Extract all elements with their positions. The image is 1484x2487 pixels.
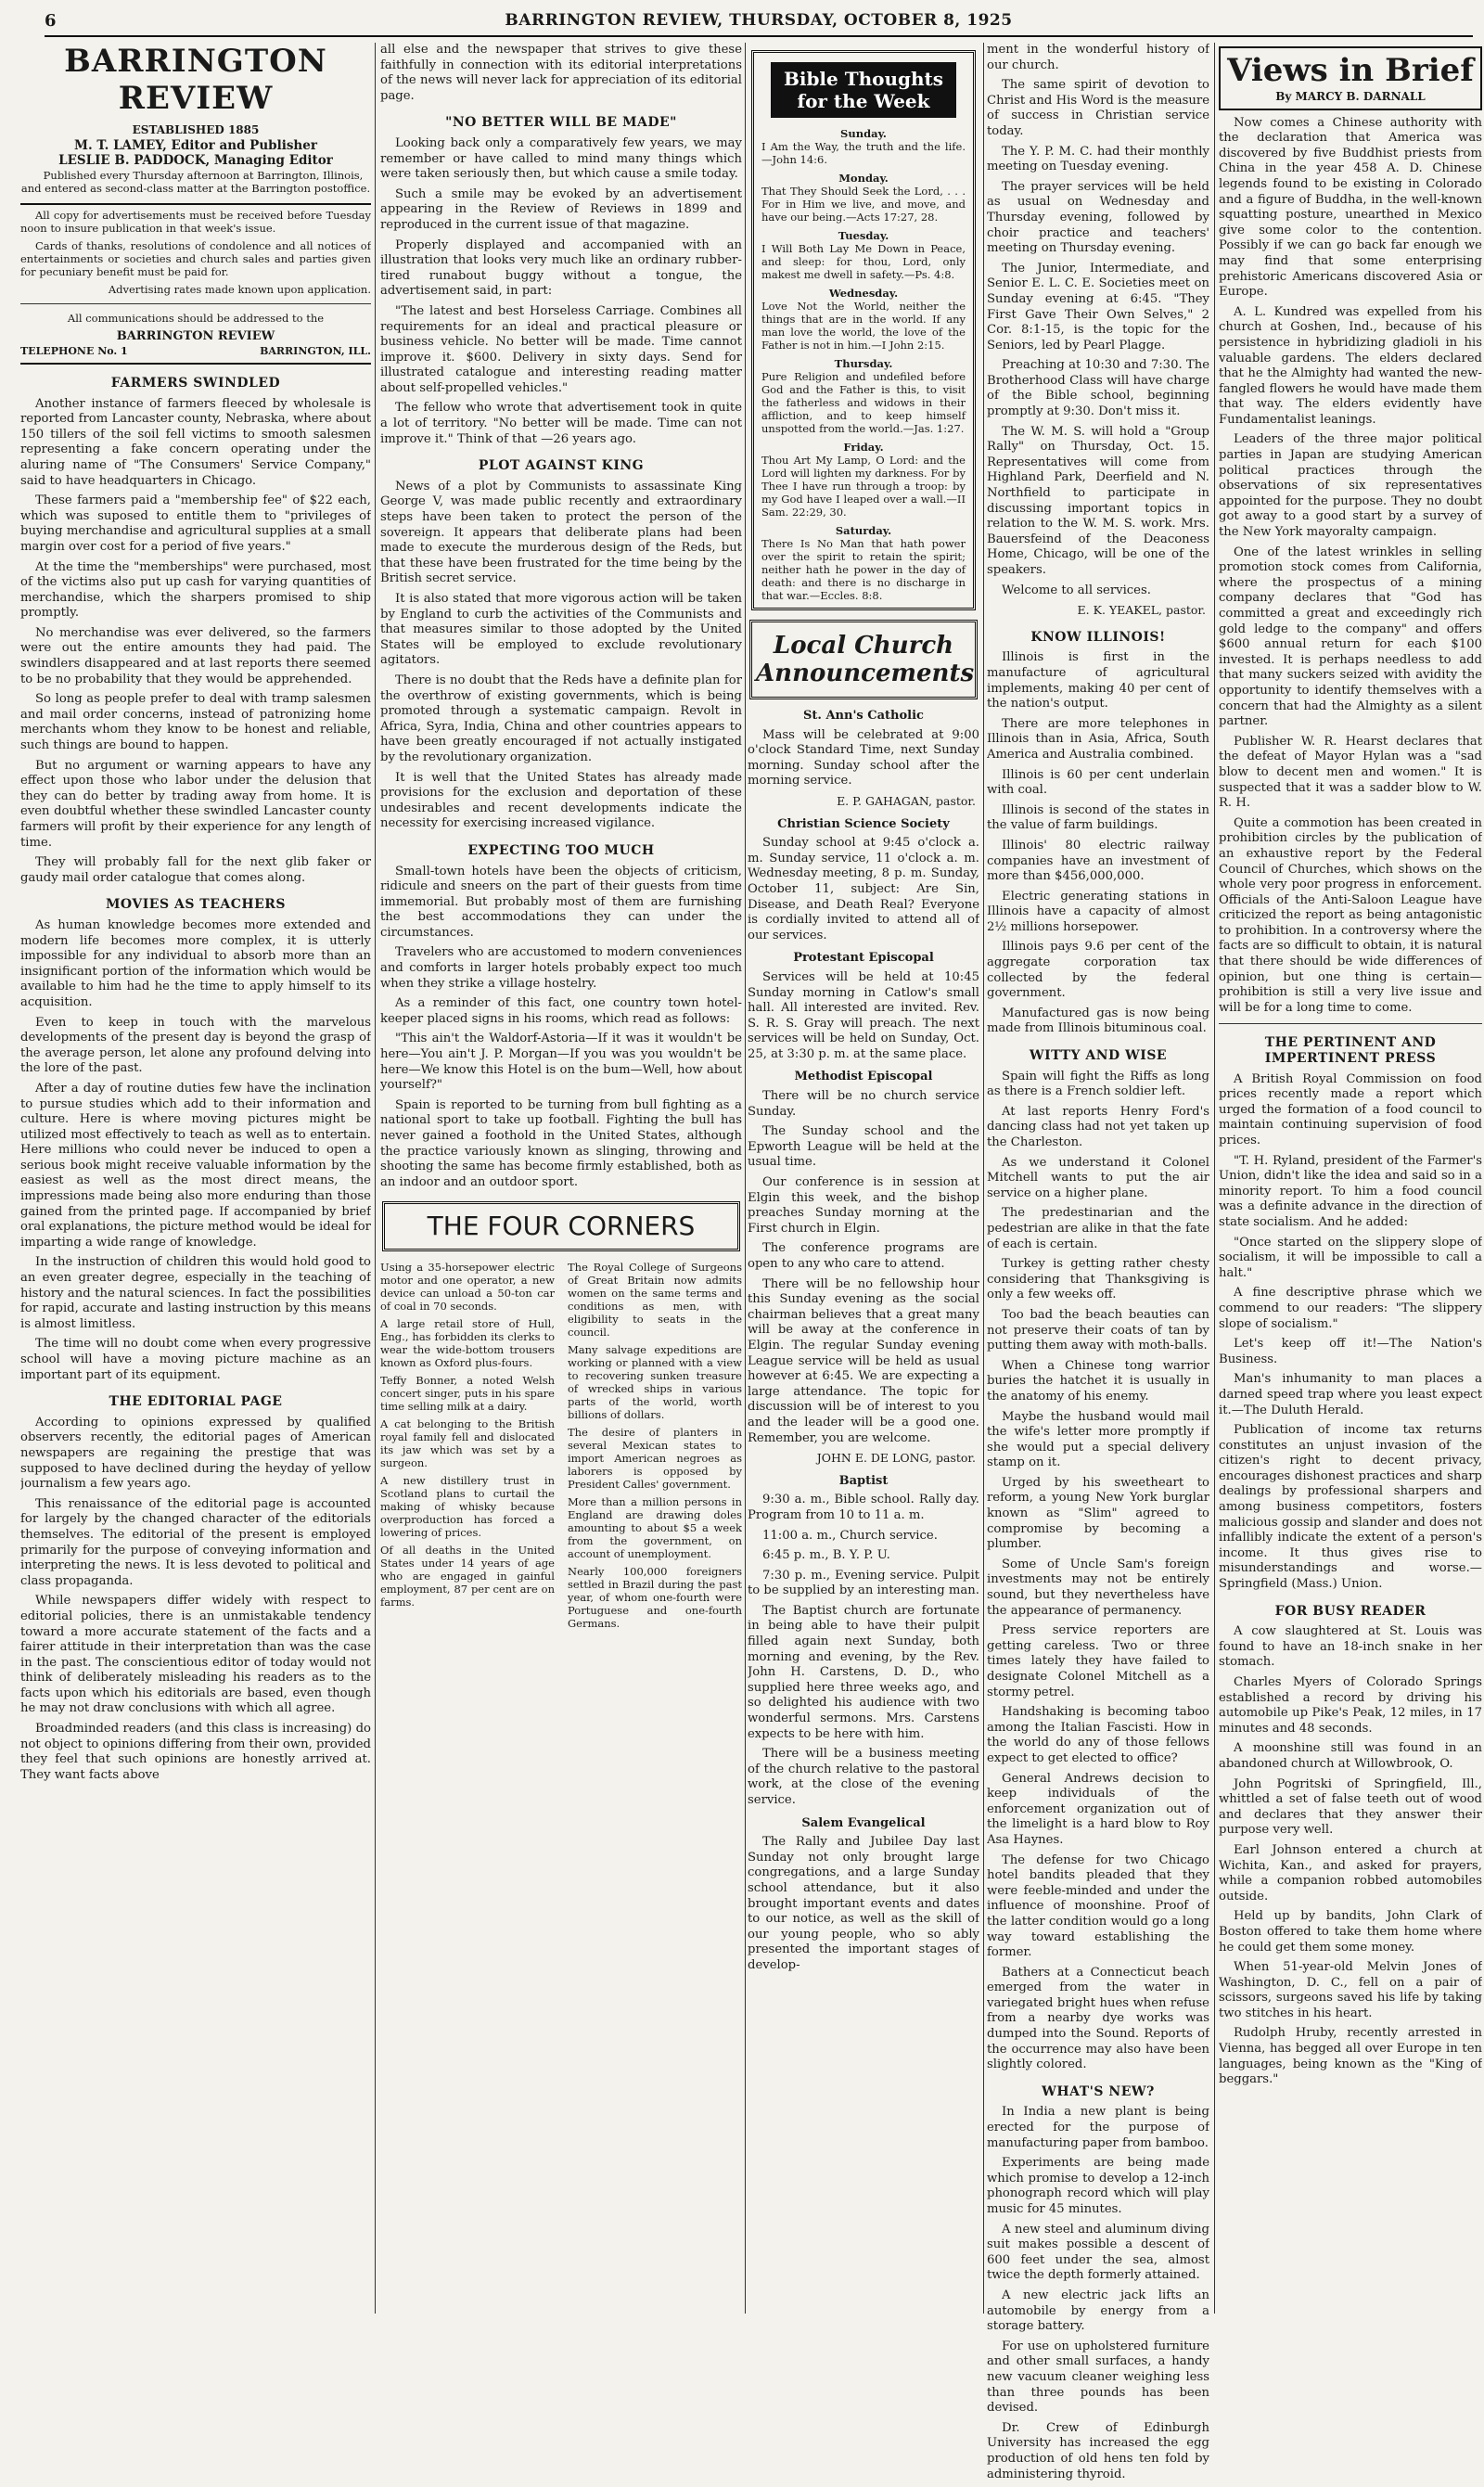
column-2 [380,43,742,1634]
column-rule [745,43,746,2314]
paragraph: 11:00 a. m., Church service. [762,1528,938,1543]
paragraph: The defense for two Chicago hotel bandits pleaded that they were feeble-minded and under the influence of moonshine. Proof of the latter condition would go a long way toward establishing the former. [987,1852,1209,1960]
paragraph: Bathers at a Connecticut beach emerged from the water in variegated bright hues when refuse from a nearby dye works was dumped into the Sound. Reports of the occurrence may also have been slightly colored. [987,1965,1209,2072]
paragraph: As a reminder of this fact, one country town hotel-keeper placed signs in his rooms, which read as follows: [380,996,742,1026]
telephone-line [20,344,371,365]
paragraph: General Andrews decision to keep individuals of the enforcement organization out of the limelight is a hard blow to Roy Asa Haynes. [987,1771,1209,1847]
paragraph: Illinois is first in the manufacture of agricultural implements, making 40 per cent of the nation's output. [987,650,1209,711]
item: Of all deaths in the United States under 14 years of age who are engaged in gainful employment, 87 per cent are on farms. [380,1544,555,1609]
address-name: BARRINGTON REVIEW [116,328,275,343]
paragraph: "This ain't the Waldorf-Astoria—If it was it wouldn't be here—You ain't J. P. Morgan—If you was you wouldn't be here—We know this Hotel is on the bum—Well, how about yourself?" [380,1032,742,1093]
bible-day: Monday. [838,172,889,185]
paragraph: The time will no doubt come when every progressive school will have a moving picture machine as an important part of its equipment. [20,1337,371,1382]
four-corners-left [380,1261,555,1634]
paragraph: Let's keep off it!—The Nation's Business. [1219,1337,1482,1366]
paragraph: Another instance of farmers fleeced by wholesale is reported from Lancaster county, Nebraska, where about 150 tillers of the soil fell victims to smooth salesmen representing a fake concern operating under the aluring name of "The Consumers' Service Company," said to have headquarters in Chicago. [20,396,371,488]
paragraph: 9:30 a. m., Bible school. Rally day. Program from 10 to 11 a. m. [748,1493,979,1522]
paragraph: The Y. P. M. C. had their monthly meeting on Tuesday evening. [987,144,1209,174]
headline-no-better: "NO BETTER WILL BE MADE" [445,115,677,131]
paragraph: The Junior, Intermediate, and Senior E. L. C. E. Societies meet on Sunday evening at 6:45. "They First Gave Their Own Selves," 2 Cor. 8:1-15, is the topic for the Seniors, led by Pearl Plagge. [987,261,1209,353]
paragraph: When 51-year-old Melvin Jones of Washington, D. C., fell on a pair of scissors, surgeons saved his life by taking two stitches in his heart. [1219,1960,1482,2020]
paragraph: Broadminded readers (and this class is increasing) do not object to opinions differing from their own, provided they feel that such opinions are honestly arrived at. They want facts above [20,1722,371,1782]
paragraph: ment in the wonderful history of our church. [987,43,1209,72]
paragraph: According to opinions expressed by qualified observers recently, the editorial pages of American newspapers are regaining the prestige that was supposed to have declined during the heyday of yellow journalism a few years ago. [20,1415,371,1492]
cards-notice: Cards of thanks, resolutions of condolence and all notices of entertainments or societies and church sales and parties given for pecuniary benefit must be paid for. [20,238,371,278]
paragraph: The prayer services will be held as usual on Wednesday and Thursday evening, followed by choir practice and teachers' meeting on Thursday evening. [987,179,1209,256]
paragraph: A new steel and aluminum diving suit makes possible a descent of 600 feet under the sea, almost twice the depth formerly attained. [987,2222,1209,2283]
item: The desire of planters in several Mexican states to import American negroes as laborers is opposed by President Calles' government. [568,1426,742,1492]
paragraph: A cow slaughtered at St. Louis was found to have an 18-inch snake in her stomach. [1219,1624,1482,1670]
paragraph: Man's inhumanity to man places a darned speed trap where you least expect it.—The Duluth Herald. [1219,1372,1482,1417]
column-5 [1219,43,1482,2093]
paragraph: "The latest and best Horseless Carriage. Combines all requirements for an ideal and practical pleasure or business vehicle. No better will be made. Time cannot improve it. $600. Delivery in sixty days. Send for illustrated catalogue and interesting reading matter about self-propelled vehicles." [380,303,742,395]
church-name: Protestant Episcopal [793,951,934,966]
paragraph: Now comes a Chinese authority with the declaration that America was discovered by five Buddhist priests from China in the year 458 A. D. Chinese legends found to be existing in Colorado and a figure of Buddha, in the well-known squatting posture, unearthed in Mexico give some color to the contention. Possibly if we can go back far enough we may find that some enterprising prehistoric Americans discovered Asia or Europe. [1219,115,1482,300]
four-corners-grid [380,1261,742,1634]
headline-editorial: THE EDITORIAL PAGE [109,1394,283,1410]
signature: E. P. GAHAGAN, pastor. [837,793,976,808]
bible-day: Wednesday. [828,287,899,300]
four-corners-title: THE FOUR CORNERS [382,1201,740,1251]
paragraph: There will be no fellowship hour this Sunday evening as the social chairman believes that a great many will be away at the conference in Elgin. The regular Sunday evening League service will be held as usual however at 6:45. We are expecting a large attendance. The topic for discussion will be of interest to you and the leader will be a good one. Remember, you are welcome. [748,1276,979,1445]
item: A new distillery trust in Scotland plans to curtail the making of whisky because overproduction has forced a lowering of prices. [380,1474,555,1540]
paragraph: Charles Myers of Colorado Springs established a record by driving his automobile up Pike's Peak, 12 miles, in 17 minutes and 48 seconds. [1219,1675,1482,1736]
item: Many salvage expeditions are working or planned with a view to recovering sunken treasure of wrecked ships in various parts of the world, worth billions of dollars. [568,1343,742,1422]
paragraph: There will be no church service Sunday. [748,1089,979,1119]
local-church-title: Local Church Announcements [749,620,978,699]
bible-day: Tuesday. [838,229,889,242]
headline-movies: MOVIES AS TEACHERS [105,897,287,913]
headline-whats-new: WHAT'S NEW? [1042,2083,1155,2099]
paragraph: Sunday school at 9:45 o'clock a. m. Sunday service, 11 o'clock a. m. Wednesday meeting, 8 p. m. Sunday, October 11, subject: Are Sin, Disease, and Death Real? Everyone is cordially invited to attend all of our services. [748,836,979,942]
divider [20,303,371,304]
views-byline: By MARCY B. DARNALL [1275,90,1426,103]
paragraph: It is well that the United States has already made provisions for the exclusion and deportation of these undesirables and recent developments indicate the necessity for exercising increased vigilance. [380,770,742,831]
paragraph: Illinois' 80 electric railway companies have an investment of more than $456,000,000. [987,838,1209,884]
paragraph: At the time the "memberships" were purchased, most of the victims also put up cash for varying quantities of merchandise, which the sharpers promised to ship promptly. [20,559,371,621]
church-name: Salem Evangelical [801,1815,926,1830]
paragraph: News of a plot by Communists to assassinate King George V, was made public recently and extraordinary steps have been taken to protect the person of the sovereign. It appears that deliberate plans had been made to execute the murderous design of the Reds, but that these have been frustrated for the time being by the British secret service. [380,479,742,586]
paragraph: A fine descriptive phrase which we commend to our readers: "The slippery slope of socialism." [1219,1286,1482,1331]
masthead-editor: M. T. LAMEY, Editor and Publisher [74,137,317,153]
item: Using a 35-horsepower electric motor and one operator, a new device can unload a 50-ton car of coal in 70 seconds. [380,1261,555,1314]
paragraph: all else and the newspaper that strives to give these faithfully in connection with its editorial interpretations of the news will never lack for appreciation of its editorial page. [380,43,742,103]
paragraph: Maybe the husband would mail the wife's letter more promptly if she would put a special delivery stamp on it. [987,1409,1209,1470]
running-head: BARRINGTON REVIEW, THURSDAY, OCTOBER 8, 1925 [505,11,1013,30]
paragraph: For use on upholstered furniture and other small surfaces, a handy new vacuum cleaner weighing less than three pounds has been devised. [987,2339,1209,2416]
paragraph: Publisher W. R. Hearst declares that the defeat of Mayor Hylan was a "sad blow to decent men and women." It is suspected that it was a sadder blow to W. R. H. [1219,734,1482,811]
paragraph: The Rally and Jubilee Day last Sunday not only brought large congregations, and a large Sunday school attendance, but it also brought important events and dates to our notice, as well as the skill of our young people, who so ably presented the important stages of develop- [748,1835,979,1972]
four-corners-right [568,1261,742,1634]
paragraph: These farmers paid a "membership fee" of $22 each, which was suposed to entitle them to "privileges of buying merchandise and agricultural supplies at a small margin over cost for a period of five years." [20,494,371,554]
telephone: TELEPHONE No. 1 [20,345,128,358]
paragraph: Even to keep in touch with the marvelous developments of the present day is beyond the grasp of the average person, let alone any profound delving into the lore of the past. [20,1015,371,1076]
paragraph: Held up by bandits, John Clark of Boston offered to take them home where he could get them some money. [1219,1909,1482,1955]
paragraph: Earl Johnson entered a church at Wichita, Kan., and asked for prayers, while a companion robbed automobiles outside. [1219,1842,1482,1904]
paragraph: Too bad the beach beauties can not preserve their coats of tan by putting them away with moth-balls. [987,1307,1209,1353]
paragraph: The Baptist church are fortunate in being able to have their pulpit filled again next Sunday, both morning and evening, by the Rev. John H. Carstens, D. D., who supplied here three weeks ago, and so delighted his audience with two wonderful sermons. Mrs. Carstens expects to be here with him. [748,1603,979,1741]
church-name: Methodist Episcopal [794,1070,933,1084]
paragraph: While newspapers differ widely with respect to editorial policies, there is an unmistakable tendency toward a more accurate statement of the facts and a fairer attitude in their interpretation than was the case in the past. The conscientious editor of today would not think of deliberately misleading his readers as to the facts upon which his editorials are based, even though he may not draw conclusions with which all agree. [20,1594,371,1716]
signature: JOHN E. DE LONG, pastor. [816,1451,976,1466]
publication-notice: Published every Thursday afternoon at Barrington, Illinois, and entered as second-class matter at the Barrington postoffice. [20,168,371,195]
paragraph: So long as people prefer to deal with tramp salesmen and mail order concerns, instead of patronizing home merchants whom they know to be honest and reliable, such things are bound to happen. [20,692,371,753]
paragraph: A moonshine still was found in an abandoned church at Willowbrook, O. [1219,1741,1482,1771]
headline-plot: PLOT AGAINST KING [478,458,645,474]
paragraph: The conference programs are open to any who care to attend. [748,1241,979,1271]
paragraph: Services will be held at 10:45 Sunday morning in Catlow's small hall. All interested are invited. Rev. S. R. S. Gray will preach. The next services will be held on Sunday, Oct. 25, at 3:30 p. m. at the same place. [748,969,979,1061]
advert-notice: All copy for advertisements must be received before Tuesday noon to insure publication in that week's issue. [20,208,371,235]
headline-busy-reader: FOR BUSY READER [1274,1603,1426,1619]
column-4 [987,43,1209,2487]
paragraph: Preaching at 10:30 and 7:30. The Brotherhood Class will have charge of the Bible school, beginning promptly at 9:30. Don't miss it. [987,358,1209,419]
masthead [20,43,371,205]
paragraph: There will be a business meeting of the church relative to the pastoral work, at the close of the evening service. [748,1747,979,1807]
masthead-title: BARRINGTON REVIEW [64,43,327,117]
paragraph: Properly displayed and accompanied with an illustration that looks very much like an ordinary rubber-tired runabout buggy without a tongue, the advertisement said, in part: [380,237,742,299]
paragraph: Illinois is 60 per cent underlain with coal. [987,767,1209,798]
paragraph: They will probably fall for the next glib faker or gaudy mail order catalogue that comes along. [20,855,371,885]
paragraph: Quite a commotion has been created in prohibition circles by the publication of an exhaustive report by the Federal Council of Churches, which shows on the whole very poor progress in enforcement. Officials of the Anti-Saloon League have criticized the report as being antagonistic to prohibition. In a controversy where the facts are so difficult to obtain, it is natural that there should be wide differences of opinion, but one thing is certain—prohibition is still a very live issue and will be for a long time to come. [1219,815,1482,1015]
paragraph: Spain is reported to be turning from bull fighting as a national sport to take up football. Fighting the bull has never gained a foothold in the United States, although the practice variously known as slinging, throwing and shooting the same has become firmly established, both as an indoor and an outdoor sport. [380,1097,742,1189]
paragraph: Illinois is second of the states in the value of farm buildings. [987,802,1209,833]
paragraph: The W. M. S. will hold a "Group Rally" on Thursday, Oct. 15. Representatives will come from Highland Park, Deerfield and N. Northfield to participate in discussing important topics in relation to the W. M. S. work. Mrs. Bauersfeind of the Deaconess Home, Chicago, will be one of the speakers. [987,424,1209,577]
city: BARRINGTON, ILL. [260,345,371,358]
paragraph: At last reports Henry Ford's dancing class had not yet taken up the Charleston. [987,1104,1209,1149]
paragraph: There is no doubt that the Reds have a definite plan for the overthrow of existing governments, which is being promoted through a systematic campaign. Revolt in Africa, Syra, India, China and other countries appears to have been greatly encouraged if not actually instigated by the revolutionary organization. [380,673,742,764]
paragraph: Turkey is getting rather chesty considering that Thanksgiving is only a few weeks off. [987,1257,1209,1302]
paragraph: 6:45 p. m., B. Y. P. U. [762,1548,890,1563]
bible-verse: There Is No Man that hath power over the spirit to retain the spirit; neither hath he power in the day of death: and there is no discharge in that war.—Eccles. 8:8. [761,537,966,602]
paragraph: This renaissance of the editorial page is accounted for largely by the changed character of the editorials themselves. The editorial of the present is employed primarily for the purpose of conveying information and interpreting the news. It is less devoted to political and class propaganda. [20,1496,371,1588]
paragraph: When a Chinese tong warrior buries the hatchet it is usually in the anatomy of his enemy. [987,1358,1209,1404]
signature: E. K. YEAKEL, pastor. [1077,603,1206,618]
masthead-managing-editor: LESLIE B. PADDOCK, Managing Editor [58,153,333,169]
paragraph: As human knowledge becomes more extended and modern life becomes more complex, it is utterly impossible for any individual to absorb more than an insignificant portion of the information which would be available to him had he the time to apply himself to its acquisition. [20,917,371,1009]
paragraph: As we understand it Colonel Mitchell wants to put the air service on a higher plane. [987,1155,1209,1200]
bible-thoughts-title: Bible Thoughts for the Week [771,62,956,118]
paragraph: Small-town hotels have been the objects of criticism, ridicule and sneers on the part of their guests from time immemorial. But probably most of them are furnishing the best accommodations they can under the circumstances. [380,864,742,940]
column-rule [375,43,376,2314]
paragraph: The fellow who wrote that advertisement took in quite a lot of territory. "No better will be made. Time can not improve it." Think of that —26 years ago. [380,401,742,446]
paragraph: It is also stated that more vigorous action will be taken by England to curb the activities of the Communists and that measures similar to those adopted by the United States will be employed to exclude revolutionary agitators. [380,592,742,668]
headline-expecting: EXPECTING TOO MUCH [467,842,655,858]
bible-day: Thursday. [834,357,893,370]
headline-witty: WITTY AND WISE [1029,1048,1168,1064]
paragraph: A new electric jack lifts an automobile by energy from a storage battery. [987,2288,1209,2334]
headline-know-illinois: KNOW ILLINOIS! [1030,629,1166,645]
paragraph: Manufactured gas is now being made from Illinois bituminous coal. [987,1006,1209,1036]
bible-day: Friday. [843,441,884,454]
address-line: All communications should be addressed to the [67,311,325,325]
paragraph: Our conference is in session at Elgin this week, and the bishop preaches Sunday morning at the First church in Elgin. [748,1175,979,1236]
paragraph: A. L. Kundred was expelled from his church at Goshen, Ind., because of his persistence in hybridizing gladioli in his valuable gardens. The elders declared that he the Almighty had wanted the new-fangled flowers he would have made them that way. The elders evidently have Fundamentalist leanings. [1219,304,1482,427]
paragraph: Mass will be celebrated at 9:00 o'clock Standard Time, next Sunday morning. Sunday school after the morning service. [748,727,979,788]
paragraph: 7:30 p. m., Evening service. Pulpit to be supplied by an interesting man. [748,1568,979,1598]
church-name: Christian Science Society [777,816,950,831]
bible-verse: Pure Religion and undefiled before God and the Father is this, to visit the fatherless and widows in their affliction, and to keep himself unspotted from the world.—Jas. 1:27. [761,370,966,435]
item: Nearly 100,000 foreigners settled in Brazil during the past year, of whom one-fourth were Portuguese and one-fourth Germans. [568,1565,742,1631]
paragraph: A British Royal Commission on food prices recently made a report which urged the formation of a food council to maintain continuing supervision of food prices. [1219,1071,1482,1147]
views-in-brief-box [1219,46,1482,110]
paragraph: Experiments are being made which promise to develop a 12-inch phonograph record which will play music for 45 minutes. [987,2156,1209,2216]
item: The Royal College of Surgeons of Great Britain now admits women on the same terms and conditions as men, with eligibility to seats in the council. [568,1261,742,1340]
paragraph: Illinois pays 9.6 per cent of the aggregate corporation tax collected by the federal government. [987,940,1209,1001]
paragraph: But no argument or warning appears to have any effect upon those who labor under the delusion that they can do better by trading away from home. It is even doubtful whether these swindled Lancaster county farmers will profit by their experience for any length of time. [20,758,371,850]
column-1 [20,43,371,1788]
bible-verse: I Am the Way, the truth and the life.—John 14:6. [761,140,966,166]
bible-day: Saturday. [835,524,892,537]
masthead-established: ESTABLISHED 1885 [132,123,260,136]
bible-verse: That They Should Seek the Lord, . . . For in Him we live, and move, and have our being.—Acts 17:27, 28. [761,185,966,224]
bible-day: Sunday. [840,127,887,140]
bible-thoughts-box [751,50,976,610]
paragraph: Such a smile may be evoked by an advertisement appearing in the Review of Reviews in 1899 and reproduced in the current issue of that magazine. [380,186,742,232]
bible-verse: Thou Art My Lamp, O Lord: and the Lord will lighten my darkness. For by Thee I have run through a troop: by my God have I leaped over a wall.—II Sam. 22:29, 30. [761,454,966,519]
rates-notice: Advertising rates made known upon application. [108,282,371,296]
paragraph: Spain will fight the Riffs as long as there is a French soldier left. [987,1069,1209,1099]
paragraph: The same spirit of devotion to Christ and His Word is the measure of success in Christian service today. [987,78,1209,138]
paragraph: Publication of income tax returns constitutes an unjust invasion of the citizen's right to decent privacy, encourages dishonest practices and sharp dealings by professional sharpers and among business competitors, fosters malicious gossip and slander and does not infallibly indicate the extent of a person's income. It thus gives rise to misunderstandings and worse.—Springfield (Mass.) Union. [1219,1423,1482,1592]
paragraph: Welcome to all services. [1002,583,1151,597]
paragraph: Rudolph Hruby, recently arrested in Vienna, has begged all over Europe in ten languages, being known as the "King of beggars." [1219,2026,1482,2087]
bible-verse: Love Not the World, neither the things that are in the world. If any man love the world, the love of the Father is not in him.—I John 2:15. [761,300,966,352]
paragraph: The predestinarian and the pedestrian are alike in that the fate of each is certain. [987,1206,1209,1251]
paragraph: The Sunday school and the Epworth League will be held at the usual time. [748,1124,979,1170]
page-number: 6 [45,11,57,31]
paragraph: Dr. Crew of Edinburgh University has increased the egg production of old hens ten fold by administering thyroid. [987,2420,1209,2481]
item: A large retail store of Hull, Eng., has forbidden its clerks to wear the wide-bottom trousers known as Oxford plus-fours. [380,1317,555,1370]
paragraph: Urged by his sweetheart to reform, a young New York burglar known as "Slim" agreed to compromise by becoming a plumber. [987,1475,1209,1552]
item: A cat belonging to the British royal family fell and dislocated its jaw which was set by a surgeon. [380,1417,555,1470]
paragraph: Some of Uncle Sam's foreign investments may not be entirely sound, but they nevertheless have the appearance of permanency. [987,1557,1209,1618]
paragraph: Looking back only a comparatively few years, we may remember or have called to mind many things which were taken seriously then, but which cause a smile today. [380,135,742,182]
paragraph: No merchandise was ever delivered, so the farmers were out the entire amounts they had paid. The swindlers disappeared and at last reports there seemed to be no probability that they would be apprehended. [20,625,371,686]
paragraph: John Pogritski of Springfield, Ill., whittled a set of false teeth out of wood and declares that they answer their purpose very well. [1219,1776,1482,1838]
paragraph: Travelers who are accustomed to modern conveniences and comforts in larger hotels probably expect too much when they strike a village hostelry. [380,945,742,991]
page-header [45,7,1473,37]
paragraph: Press service reporters are getting careless. Two or three times lately they have failed to designate Colonel Mitchell as a stormy petrel. [987,1623,1209,1699]
paragraph: After a day of routine duties few have the inclination to pursue studies which add to their information and culture. Here is where moving pictures might be utilized most effectively to teach as well as to entertain. Here millions who could never be induced to open a serious book might receive valuable information by the easiest as well as the most direct means, the impressions made being also more enduring than those gained from the printed page. If accompanied by brief oral explanations, the picture method would be ideal for imparting a wide range of knowledge. [20,1081,371,1250]
headline-pertinent: THE PERTINENT AND IMPERTINENT PRESS [1264,1035,1437,1067]
item: Teffy Bonner, a noted Welsh concert singer, puts in his spare time selling milk at a dairy. [380,1374,555,1414]
paragraph: Handshaking is becoming taboo among the Italian Fascisti. How in the world do any of those fellows expect to get elected to office? [987,1705,1209,1765]
paragraph: In India a new plant is being erected for the purpose of manufacturing paper from bamboo. [987,2105,1209,2150]
paragraph: Leaders of the three major political parties in Japan are studying American political practices through the observations of six representatives appointed for the purpose. They no doubt got away to a good start by a survey of the New York mayoralty campaign. [1219,432,1482,540]
column-rule [1214,43,1215,2314]
column-3 [748,43,979,1979]
church-name: St. Ann's Catholic [803,709,924,723]
headline-farmers: FARMERS SWINDLED [110,375,281,391]
views-title: Views in Brief [1227,52,1474,89]
paragraph: One of the latest wrinkles in selling promotion stock comes from California, where the prospectus of a mining company declares that "God has committed a great and exceedingly rich gold ledge to the company" and offers $600 annual return for each $100 invested. It is perhaps needless to add that many suckers seized with avidity the opportunity to identify themselves with a concern that had the Almighty as a silent partner. [1219,545,1482,729]
church-name: Baptist [838,1473,889,1488]
paragraph: "T. H. Ryland, president of the Farmer's Union, didn't like the idea and said so in a minority report. To him a food council was a definite advance in the direction of state socialism. And he added: [1219,1153,1482,1229]
paragraph: "Once started on the slippery slope of socialism, it will be impossible to call a halt." [1219,1235,1482,1280]
divider [1219,1023,1482,1024]
item: More than a million persons in England are drawing doles amounting to about $5 a week from the government, on account of unemployment. [568,1495,742,1561]
paragraph: In the instruction of children this would hold good to an even greater degree, especially in the teaching of history and the natural sciences. In fact the possibilities for rapid, accurate and lasting instruction by this means is almost limitless. [20,1255,371,1331]
column-rule [983,43,984,2314]
paragraph: There are more telephones in Illinois than in Asia, Africa, South America and Australia combined. [987,716,1209,762]
paragraph: Electric generating stations in Illinois have a capacity of almost 2½ millions horsepower. [987,889,1209,934]
bible-verse: I Will Both Lay Me Down in Peace, and sleep: for thou, Lord, only makest me dwell in safety.—Ps. 4:8. [761,242,966,281]
